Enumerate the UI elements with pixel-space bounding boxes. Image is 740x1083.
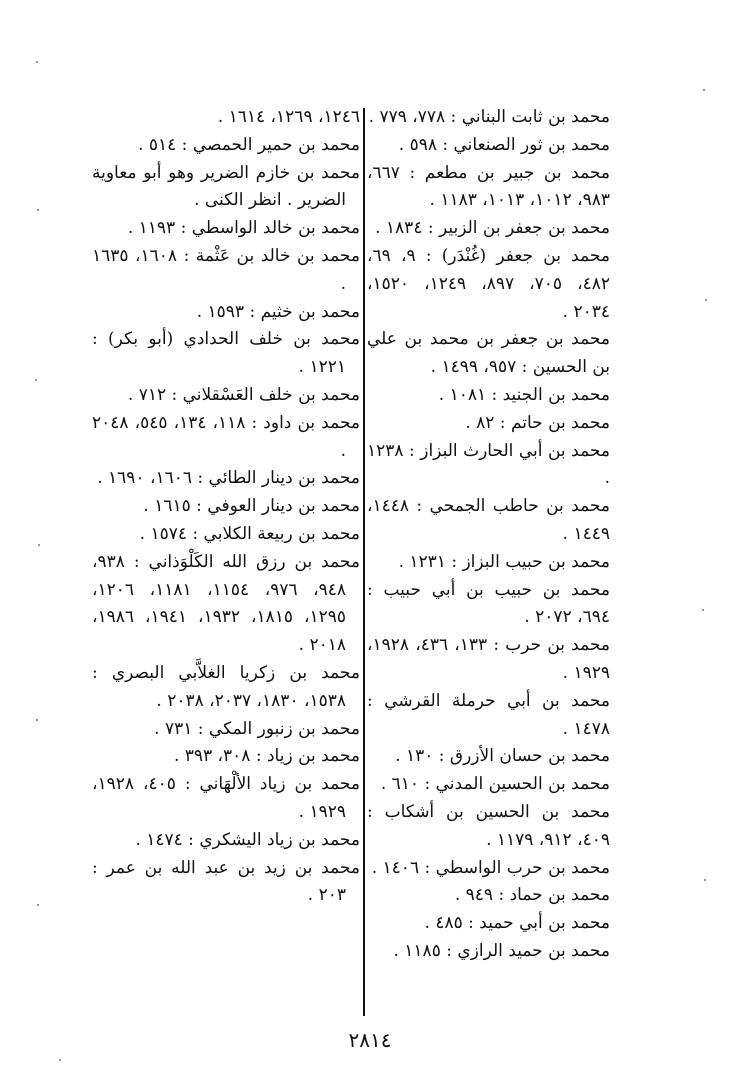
index-entry: محمد بن خلف الحدادي (أبو بكر) : ١٢٢١ .: [92, 329, 360, 378]
index-entry: محمد بن حرب : ١٣٣، ٤٣٦، ١٩٢٨، ١٩٢٩ .: [367, 635, 611, 683]
index-entry: محمد بن جعفر بن الزبير : ١٨٣٤ .: [375, 218, 610, 239]
index-entry: محمد بن أبي حرملة القرشي : ١٤٧٨ .: [367, 690, 610, 739]
index-entry: محمد بن جعفر (غُنْدَر) : ٩، ٦٩، ٤٨٢، ٧٠٥، ٨٩٧، ١٢٤٩، ١٥٢٠، ٢٠٣٤ .: [367, 245, 611, 322]
index-entry: محمد بن خثيم : ١٥٩٣ .: [196, 301, 360, 322]
index-entry: محمد بن أبي حميد : ٤٨٥ .: [424, 913, 610, 934]
index-entry: محمد بن الحسين المدني : ٦١٠ .: [380, 774, 610, 795]
index-entry: محمد بن حماد : ٩٤٩ .: [454, 885, 610, 906]
index-entry: محمد بن الجنيد : ١٠٨١ .: [438, 384, 610, 405]
index-entry: محمد بن حبيب بن أبي حبيب : ٦٩٤، ٢٠٧٢ .: [367, 579, 610, 628]
index-column-left: [92, 104, 360, 910]
index-entry: محمد بن ربيعة الكلابي : ١٥٧٤ .: [139, 523, 360, 544]
index-entry: محمد بن حاتم : ٨٢ .: [465, 412, 610, 433]
index-entry: محمد بن زكريا الغلاَّبي البصري : ١٥٣٨، ١٨٣٠، ٢٠٣٧، ٢٠٣٨ .: [92, 662, 360, 711]
index-entry: محمد بن زياد الألْهَاني : ٤٠٥، ١٩٢٨، ١٩٢٩ .: [92, 774, 360, 822]
index-entry: محمد بن خالد الواسطي : ١١٩٣ .: [127, 218, 360, 239]
index-entry: محمد بن زياد : ٣٠٨، ٣٩٣ .: [173, 746, 360, 767]
index-entry: محمد بن زياد اليشكري : ١٤٧٤ .: [135, 829, 360, 850]
index-entry: محمد بن أبي الحارث البزاز : ١٢٣٨ .: [367, 440, 610, 489]
index-column-right: [367, 104, 610, 966]
index-entry: محمد بن حسان الأزرق : ١٣٠ .: [395, 746, 610, 767]
index-entry: محمد بن دينار الطائي : ١٦٠٦، ١٦٩٠ .: [97, 468, 360, 489]
index-entry: محمد بن حميد الرازي : ١١٨٥ .: [393, 940, 610, 961]
index-entry: محمد بن زيد بن عبد الله بن عمر : ٢٠٣ .: [92, 857, 360, 906]
index-entry: محمد بن ثابت البناني : ٧٧٨، ٧٧٩ .: [368, 107, 610, 127]
index-entry: محمد بن داود : ١١٨، ١٣٤، ٥٤٥، ٢٠٤٨ .: [92, 412, 361, 461]
index-entry: محمد بن رزق الله الكَلْوَذاني : ٩٣٨، ٩٤٨، ٩٧٦، ١١٥٤، ١١٨١، ١٢٠٦، ١٢٩٥، ١٨١٥، ١٩٣٢، ١٩٤١، ١٩٨٦، ٢٠١٨ .: [92, 551, 360, 656]
index-entry: محمد بن جعفر بن محمد بن علي بن الحسين : ٩٥٧، ١٤٩٩ .: [367, 329, 610, 378]
index-entry: محمد بن جبير بن مطعم : ٦٦٧، ٩٨٣، ١٠١٢، ١٠١٣، ١١٨٣ .: [367, 162, 610, 211]
index-entry: محمد بن خلف العَسْقلاني : ٧١٢ .: [127, 384, 360, 405]
index-entry: محمد بن حرب الواسطي : ١٤٠٦ .: [371, 857, 610, 878]
index-entry: محمد بن الحسين بن أشكاب : ٤٠٩، ٩١٢، ١١٧٩ .: [367, 801, 610, 850]
index-entry: محمد بن ثور الصنعاني : ٥٩٨ .: [398, 134, 610, 155]
index-entry: محمد بن دينار العوفي : ١٦١٥ .: [143, 496, 360, 517]
index-entry: محمد بن زنبور المكي : ٧٣١ .: [154, 718, 360, 739]
index-entry: محمد بن حاطب الجمحي : ١٤٤٨، ١٤٤٩ .: [367, 496, 610, 544]
index-entry: ١٢٤٦، ١٢٦٩، ١٦١٤ .: [217, 107, 360, 127]
column-divider: [363, 108, 365, 1016]
index-entry: محمد بن حمير الحمصي : ٥١٤ .: [138, 134, 360, 155]
page-number: ٢٨١٤: [348, 1028, 392, 1052]
index-entry: محمد بن حبيب البزاز : ١٢٣١ .: [398, 551, 610, 572]
index-entry: محمد بن خازم الضرير وهو أبو معاوية الضرير . انظر الكنى .: [92, 162, 360, 211]
index-entry: محمد بن خالد بن عَثْمة : ١٦٠٨، ١٦٣٥ .: [92, 245, 360, 294]
